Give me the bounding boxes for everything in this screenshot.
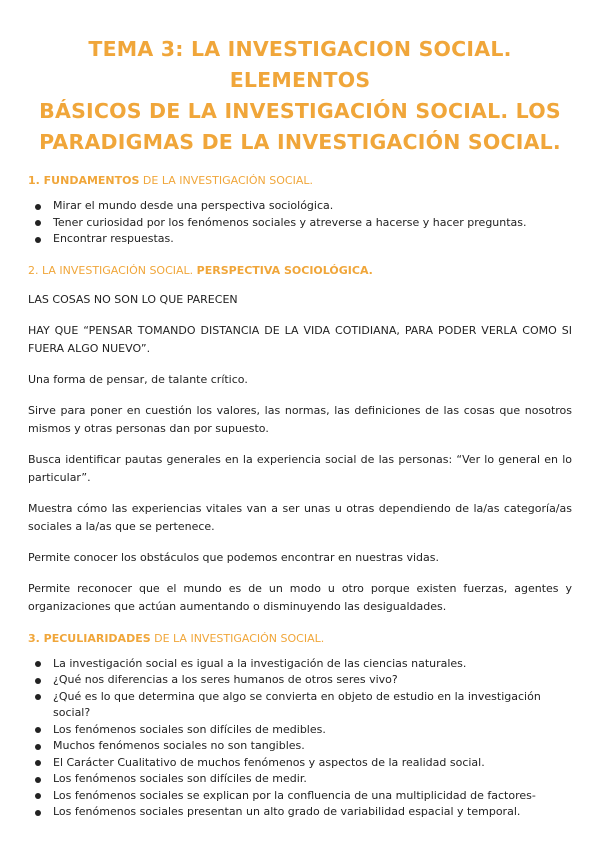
section-1-heading-rest: DE LA INVESTIGACIÓN SOCIAL. <box>139 174 313 187</box>
title-line-2: BÁSICOS DE LA INVESTIGACIÓN SOCIAL. LOS <box>39 99 561 123</box>
list-item-text: Los fenómenos sociales son difíciles de medibles. <box>53 722 326 736</box>
list-item-text: Mirar el mundo desde una perspectiva sociológica. <box>53 199 334 212</box>
list-item <box>28 755 572 772</box>
section-3-heading <box>28 632 572 646</box>
section-1-heading <box>28 174 572 188</box>
list-item-text: Encontrar respuestas. <box>53 232 174 245</box>
section-2-heading <box>28 264 572 278</box>
list-item-text: Muchos fenómenos sociales no son tangibles. <box>53 739 305 752</box>
list-item <box>28 771 572 788</box>
section-2-heading-rest: 2. LA INVESTIGACIÓN SOCIAL. <box>28 263 197 277</box>
bullet-icon <box>35 220 41 226</box>
section-2-heading-bold: PERSPECTIVA SOCIOLÓGICA. <box>196 263 373 277</box>
list-item <box>28 804 572 821</box>
list-item-text: El Carácter Cualitativo de muchos fenómenos y aspectos de la realidad social. <box>53 755 485 769</box>
list-item-text: ¿Qué nos diferencias a los seres humanos de otros seres vivo? <box>53 673 398 686</box>
list-item <box>28 738 572 755</box>
paragraph: Permite conocer los obstáculos que podemos encontrar en nuestras vidas. <box>28 550 439 564</box>
paragraph: Busca identificar pautas generales en la experiencia social de las personas: “Ver lo general en lo particular”. <box>28 452 572 484</box>
paragraph: Una forma de pensar, de talante crítico. <box>28 372 248 386</box>
bullet-icon <box>35 661 41 667</box>
bullet-icon <box>35 727 41 733</box>
bullet-icon <box>35 237 41 243</box>
document-title <box>28 34 572 158</box>
paragraph: LAS COSAS NO SON LO QUE PARECEN <box>28 292 238 306</box>
list-item <box>28 198 572 215</box>
bullet-icon <box>35 678 41 684</box>
list-item-text: ¿Qué es lo que determina que algo se convierta en objeto de estudio en la investigación social? <box>53 689 541 719</box>
section-1-heading-bold: 1. FUNDAMENTOS <box>28 174 140 187</box>
paragraph: Muestra cómo las experiencias vitales van a ser unas u otras dependiendo de la/as categoría/as sociales a la/as que se pertenece. <box>28 501 572 533</box>
list-item-text: Los fenómenos sociales presentan un alto grado de variabilidad espacial y temporal. <box>53 805 521 818</box>
list-item-text: Los fenómenos sociales se explican por la confluencia de una multiplicidad de factores- <box>53 788 536 802</box>
bullet-icon <box>35 694 41 700</box>
bullet-icon <box>35 760 41 766</box>
bullet-icon <box>35 204 41 210</box>
title-line-3: PARADIGMAS DE LA INVESTIGACIÓN SOCIAL. <box>39 130 561 154</box>
list-item-text: Tener curiosidad por los fenómenos sociales y atreverse a hacerse y hacer preguntas. <box>53 215 527 229</box>
section-3-heading-rest: DE LA INVESTIGACIÓN SOCIAL. <box>150 631 325 645</box>
section-3-heading-bold: 3. PECULIARIDADES <box>28 631 151 645</box>
list-item <box>28 656 572 673</box>
bullet-icon <box>35 777 41 783</box>
paragraph: HAY QUE “PENSAR TOMANDO DISTANCIA DE LA VIDA COTIDIANA, PARA PODER VERLA COMO SI FUERA ALGO NUEVO”. <box>28 323 572 355</box>
section-3-list <box>28 656 572 821</box>
bullet-icon <box>35 810 41 816</box>
bullet-icon <box>35 744 41 750</box>
list-item <box>28 672 572 689</box>
list-item <box>28 788 572 805</box>
list-item <box>28 689 572 722</box>
paragraph: Sirve para poner en cuestión los valores, las normas, las definiciones de las cosas que nosotros mismos y otras personas dan por supuesto. <box>28 403 572 435</box>
list-item-text: La investigación social es igual a la investigación de las ciencias naturales. <box>53 656 467 670</box>
list-item <box>28 231 572 248</box>
paragraph: Permite reconocer que el mundo es de un modo u otro porque existen fuerzas, agentes y organizaciones que actúan aumentando o disminuyendo las desigualdades. <box>28 581 572 613</box>
section-1-list <box>28 198 572 248</box>
list-item <box>28 215 572 232</box>
title-line-1: TEMA 3: LA INVESTIGACION SOCIAL. ELEMENTOS <box>88 37 512 92</box>
bullet-icon <box>35 793 41 799</box>
list-item-text: Los fenómenos sociales son difíciles de medir. <box>53 772 307 785</box>
list-item <box>28 722 572 739</box>
